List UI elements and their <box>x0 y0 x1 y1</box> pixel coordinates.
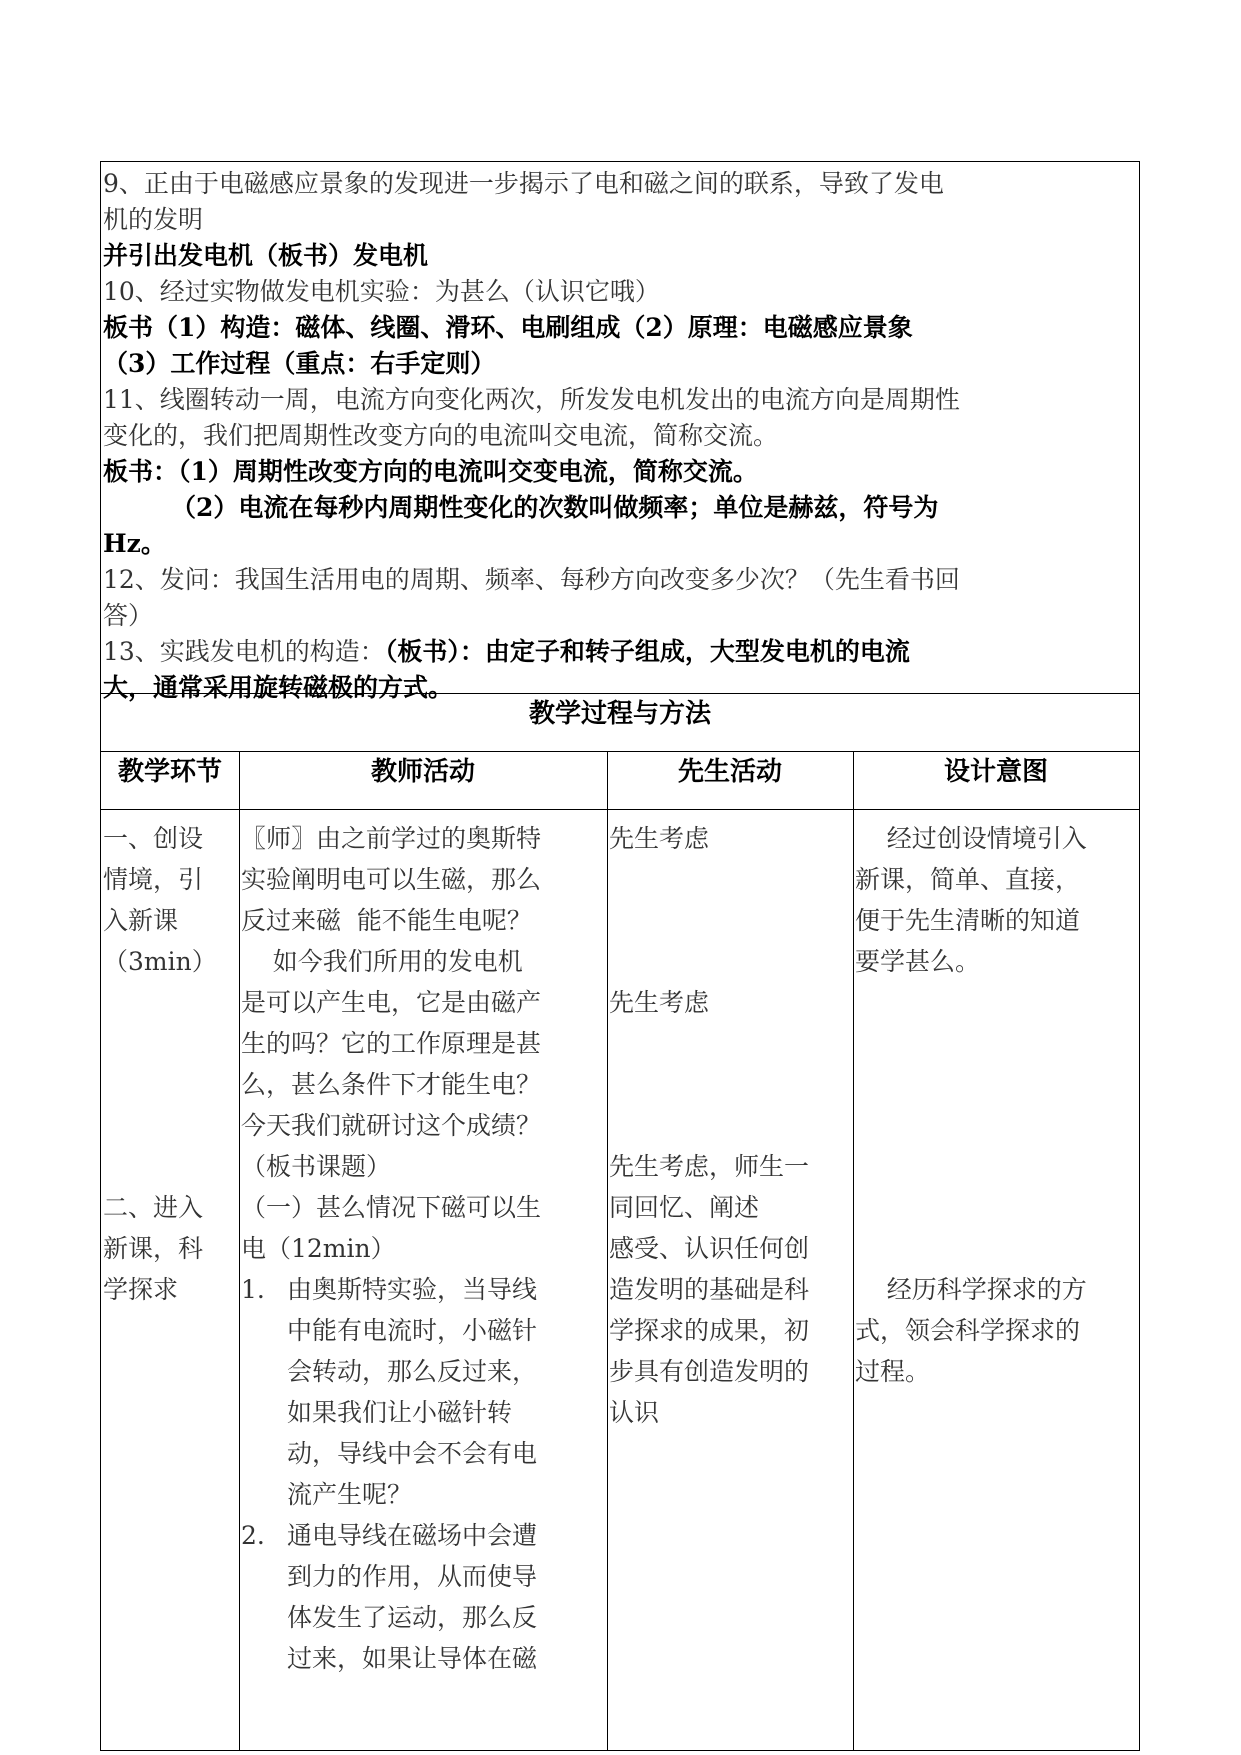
stage-2-line: 学探求 <box>103 1275 179 1304</box>
stage-1-line: 入新课 <box>103 906 179 935</box>
item-line: 会转动，那么反过来， <box>287 1357 538 1386</box>
teacher-subheading: 电（12min） <box>241 1234 396 1263</box>
paragraph-10: 10、经过实物做发电机实验：为甚么（认识它哦） <box>103 277 660 306</box>
paragraph-11-line-2: 变化的，我们把周期性改变方向的电流叫交电流，简称交流。 <box>103 421 779 450</box>
stage-column <box>103 818 237 1310</box>
teacher-text-line: 实验阐明电可以生磁，那么 <box>241 865 542 894</box>
item-line: 中能有电流时，小磁针 <box>287 1316 538 1345</box>
header-student-activity: 先生活动 <box>607 752 853 810</box>
intent-line: 新课，简单、直接， <box>855 865 1081 894</box>
board-notes-2-line-1: 板书：（1）周期性改变方向的电流叫交变电流，简称交流。 <box>103 457 758 486</box>
intent-line: 便于先生清晰的知道 <box>855 906 1081 935</box>
paragraph-13-line-2: 大，通常采用旋转磁极的方式。 <box>103 673 454 702</box>
intent-line: 经历科学探求的方 <box>855 1275 1087 1304</box>
teacher-text-line: 〖师〗由之前学过的奥斯特 <box>241 824 542 853</box>
header-teacher-activity: 教师活动 <box>239 752 607 810</box>
column-divider-1 <box>239 752 240 1750</box>
teacher-numbered-item-1 <box>241 1269 606 1515</box>
paragraph-13-line-1 <box>103 634 1129 670</box>
teacher-text-line: 是可以产生电，它是由磁产 <box>241 988 542 1017</box>
intent-line: 要学甚么。 <box>855 947 981 976</box>
student-activity-a: 先生考虑 <box>609 824 710 853</box>
teacher-text-line: 生的吗？它的工作原理是甚 <box>241 1029 542 1058</box>
teacher-text-line: 如今我们所用的发电机 <box>241 947 523 976</box>
student-activity-column <box>609 818 851 1433</box>
paragraph-9-line-1: 9、正由于电磁感应景象的发现进一步揭示了电和磁之间的联系，导致了发电 <box>103 169 944 198</box>
header-design-intent: 设计意图 <box>853 752 1139 810</box>
student-line: 同回忆、阐述 <box>609 1193 760 1222</box>
item-number: 2. <box>241 1521 265 1550</box>
paragraph-13-prefix: 13、实践发电机的构造： <box>103 637 385 666</box>
teacher-numbered-item-2 <box>241 1515 606 1679</box>
paragraph-13-bold: （板书）：由定子和转子组成，大型发电机的电流 <box>384 637 910 666</box>
board-notes-2-line-3: Hz。 <box>103 529 166 558</box>
item-line: 通电导线在磁场中会遭 <box>287 1521 538 1550</box>
table-heading-text: 教学过程与方法 <box>528 699 711 729</box>
design-intent-b <box>855 1269 1137 1392</box>
paragraph-11-line-1: 11、线圈转动一周，电流方向变化两次，所发发电机发出的电流方向是周期性 <box>103 385 960 414</box>
intent-line: 经过创设情境引入 <box>855 824 1087 853</box>
stage-1 <box>103 818 237 982</box>
student-line: 感受、认识任何创 <box>609 1234 810 1263</box>
item-line: 由奥斯特实验，当导线 <box>287 1275 538 1304</box>
document-frame <box>100 161 1140 1751</box>
board-notes-2-line-2: （2）电流在每秒内周期性变化的次数叫做频率；单位是赫兹，符号为 <box>171 493 939 522</box>
student-activity-b: 先生考虑 <box>609 988 710 1017</box>
teacher-subheading: （一）甚么情况下磁可以生 <box>241 1193 542 1222</box>
table-heading <box>101 694 1139 752</box>
column-divider-2 <box>607 752 608 1750</box>
teacher-activity-column <box>241 818 606 1679</box>
intent-line: 式，领会科学探求的 <box>855 1316 1081 1345</box>
student-line: 先生考虑，师生一 <box>609 1152 810 1181</box>
student-line: 认识 <box>609 1398 660 1427</box>
stage-1-line: 情境，引 <box>103 865 204 894</box>
item-line: 到力的作用，从而使导 <box>287 1562 538 1591</box>
item-line: 动，导线中会不会有电 <box>287 1439 538 1468</box>
paragraph-9-board: 并引出发电机（板书）发电机 <box>103 241 429 270</box>
student-activity-c <box>609 1146 851 1433</box>
item-number: 1. <box>241 1275 265 1304</box>
stage-2-line: 二、进入 <box>103 1193 204 1222</box>
item-line: 过来，如果让导体在磁 <box>287 1644 538 1673</box>
lesson-notes-section <box>101 162 1139 702</box>
item-line: 流产生呢？ <box>287 1480 413 1509</box>
stage-1-line: 一、创设 <box>103 824 204 853</box>
teacher-text-line: 么，甚么条件下才能生电？ <box>241 1070 542 1099</box>
stage-2 <box>103 1187 237 1310</box>
paragraph-12-line-2: 答） <box>103 601 154 630</box>
design-intent-column <box>855 818 1137 1392</box>
student-line: 学探求的成果，初 <box>609 1316 810 1345</box>
stage-2-line: 新课，科 <box>103 1234 204 1263</box>
teacher-text-line: （板书课题） <box>241 1152 392 1181</box>
student-line: 造发明的基础是科 <box>609 1275 810 1304</box>
item-line: 如果我们让小磁针转 <box>287 1398 513 1427</box>
paragraph-12-line-1: 12、发问：我国生活用电的周期、频率、每秒方向改变多少次？（先生看书回 <box>103 565 960 594</box>
design-intent-a <box>855 818 1137 982</box>
student-line: 步具有创造发明的 <box>609 1357 810 1386</box>
item-line: 体发生了运动，那么反 <box>287 1603 538 1632</box>
teacher-text-line: 反过来磁 能不能生电呢？ <box>241 906 532 935</box>
board-notes-1-line-2: （3）工作过程（重点：右手定则） <box>103 349 496 378</box>
intent-line: 过程。 <box>855 1357 931 1386</box>
header-teaching-stage: 教学环节 <box>101 752 239 810</box>
teacher-text-line: 今天我们就研讨这个成绩？ <box>241 1111 542 1140</box>
column-divider-3 <box>853 752 854 1750</box>
stage-1-line: （3min） <box>103 947 217 976</box>
paragraph-9-line-2: 机的发明 <box>103 205 204 234</box>
board-notes-1-line-1: 板书（1）构造：磁体、线圈、滑环、电刷组成（2）原理：电磁感应景象 <box>103 313 913 342</box>
